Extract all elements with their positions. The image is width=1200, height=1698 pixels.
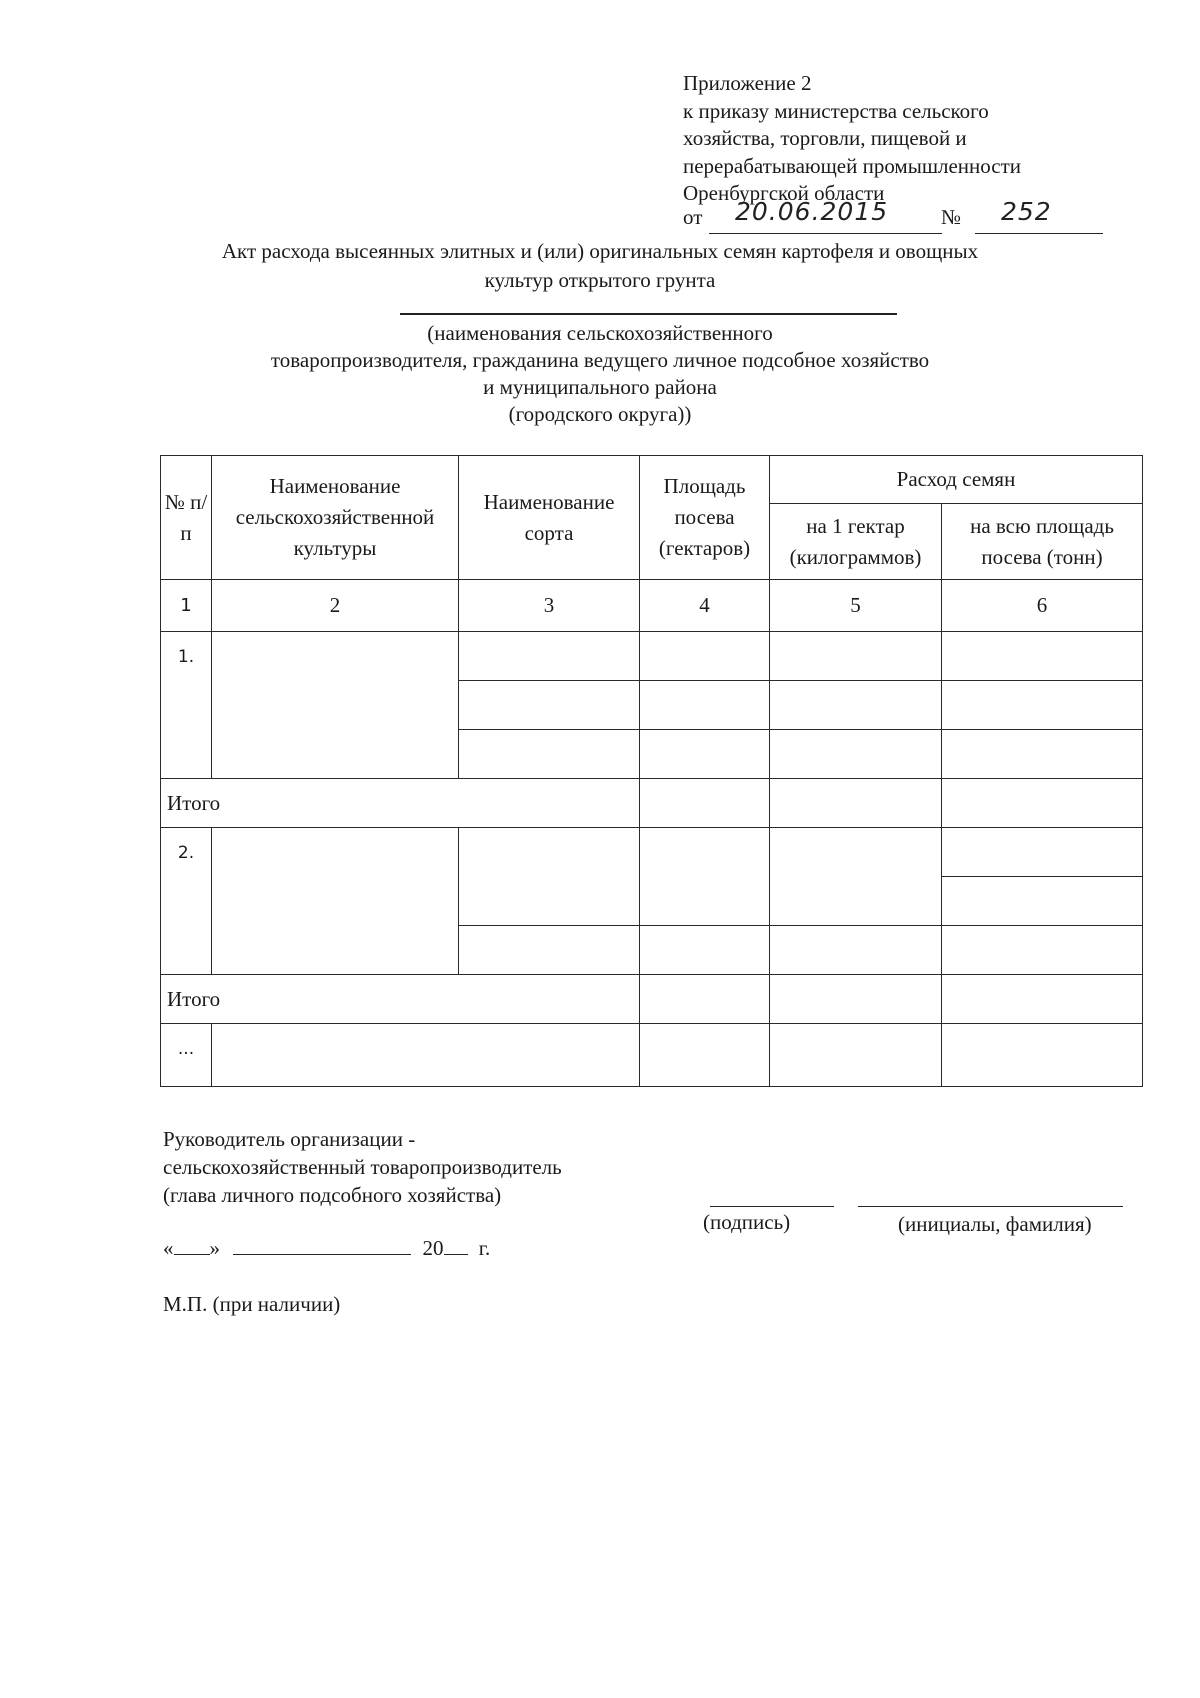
table-cell[interactable]	[640, 926, 770, 975]
close-quote: »	[209, 1236, 220, 1260]
year-blank[interactable]	[444, 1236, 468, 1255]
from-label: от	[683, 205, 703, 229]
col-number-2: 2	[212, 580, 459, 632]
month-blank[interactable]	[233, 1236, 411, 1255]
table-cell[interactable]	[212, 1024, 640, 1087]
stamp-place: М.П. (при наличии)	[163, 1292, 341, 1316]
appendix-line: перерабатывающей промышленности	[683, 153, 1022, 178]
row-mark-1: 1.	[161, 632, 212, 779]
crop-cell[interactable]	[212, 828, 459, 975]
title-line-1: Акт расхода высеянных элитных и (или) оригинальных семян картофеля и овощных	[221, 239, 979, 263]
signer-line: сельскохозяйственный товаропроизводитель	[163, 1155, 562, 1179]
order-date-number	[683, 197, 1052, 230]
header-total-area: на всю площадь посева (тонн)	[942, 504, 1143, 580]
signer-line: (глава личного подсобного хозяйства)	[163, 1183, 502, 1207]
table-cell[interactable]	[770, 779, 942, 828]
table-cell[interactable]	[942, 926, 1143, 975]
total-label: Итого	[161, 779, 640, 828]
open-quote: «	[163, 1236, 174, 1260]
crop-cell[interactable]	[212, 632, 459, 779]
caption-line-2: товаропроизводителя, гражданина ведущего личное подсобное хозяйство	[270, 348, 930, 372]
document-title	[0, 237, 1200, 295]
row-mark-ellipsis: ...	[161, 1024, 212, 1087]
table-cell[interactable]	[942, 681, 1143, 730]
name-fill-line	[400, 313, 897, 315]
table-cell[interactable]	[770, 828, 942, 926]
appendix-line: к приказу министерства сельского	[683, 98, 989, 123]
header-crop: Наименование сельскохозяйственной культуры	[212, 456, 459, 580]
table-cell[interactable]	[942, 632, 1143, 681]
number-label: №	[941, 205, 962, 229]
row-mark-2: 2.	[161, 828, 212, 975]
table-cell[interactable]	[770, 730, 942, 779]
signature-caption: (подпись)	[703, 1210, 791, 1234]
table-cell[interactable]	[640, 681, 770, 730]
table-cell[interactable]	[640, 828, 770, 926]
table-row	[161, 632, 1143, 681]
header-area: Площадь посева (гектаров)	[640, 456, 770, 580]
col-number-4: 4	[640, 580, 770, 632]
table-cell[interactable]	[459, 828, 640, 926]
signature-line	[710, 1206, 834, 1207]
col-number-5: 5	[770, 580, 942, 632]
title-line-2: культур открытого грунта	[484, 268, 716, 292]
table-cell[interactable]	[459, 730, 640, 779]
table-cell[interactable]	[942, 1024, 1143, 1087]
table-row	[161, 1024, 1143, 1087]
name-caption-text: (инициалы, фамилия)	[898, 1212, 1092, 1236]
year-suffix: г.	[478, 1236, 491, 1260]
total-label: Итого	[161, 975, 640, 1024]
table-cell[interactable]	[770, 926, 942, 975]
year-prefix: 20	[422, 1236, 444, 1260]
handwritten-date: 20.06.2015	[735, 197, 889, 226]
name-caption	[0, 320, 1200, 428]
col-number-6: 6	[942, 580, 1143, 632]
appendix-line: Приложение 2	[683, 71, 812, 95]
header-num: № п/п	[161, 456, 212, 580]
date-underline	[709, 233, 942, 234]
caption-line-4: (городского округа))	[508, 402, 692, 426]
col-number-1: 1	[161, 580, 212, 632]
table-cell[interactable]	[459, 926, 640, 975]
seed-consumption-table	[160, 455, 1143, 1087]
col-number-3: 3	[459, 580, 640, 632]
signer-line: Руководитель организации -	[163, 1127, 416, 1151]
signer-block	[163, 1125, 562, 1209]
header-seed-consumption: Расход семян	[770, 456, 1143, 504]
header-per-hectare: на 1 гектар (килограммов)	[770, 504, 942, 580]
table-cell[interactable]	[640, 730, 770, 779]
date-line	[163, 1236, 490, 1261]
table-cell[interactable]	[942, 779, 1143, 828]
table-cell[interactable]	[942, 975, 1143, 1024]
table-cell[interactable]	[770, 975, 942, 1024]
table-cell[interactable]	[942, 730, 1143, 779]
name-line	[858, 1206, 1123, 1207]
number-underline	[975, 233, 1103, 234]
table-cell[interactable]	[640, 632, 770, 681]
table-row	[161, 828, 1143, 877]
appendix-line: хозяйства, торговли, пищевой и	[683, 126, 967, 150]
day-blank[interactable]	[174, 1236, 210, 1255]
table-cell[interactable]	[640, 779, 770, 828]
table-cell[interactable]	[640, 975, 770, 1024]
total-row	[161, 975, 1143, 1024]
table-cell[interactable]	[459, 681, 640, 730]
table-cell[interactable]	[459, 632, 640, 681]
table-cell[interactable]	[942, 877, 1143, 926]
appendix-block	[683, 70, 1021, 208]
table-cell[interactable]	[640, 1024, 770, 1087]
table-cell[interactable]	[770, 1024, 942, 1087]
handwritten-number: 252	[1001, 197, 1052, 226]
table-cell[interactable]	[770, 632, 942, 681]
table-cell[interactable]	[770, 681, 942, 730]
total-row	[161, 779, 1143, 828]
table-cell[interactable]	[942, 828, 1143, 877]
caption-line-3: и муниципального района	[483, 375, 717, 399]
appendix-line: Оренбургской области	[683, 181, 885, 205]
caption-line-1: (наименования сельскохозяйственного	[427, 321, 773, 345]
header-variety: Наименование сорта	[459, 456, 640, 580]
